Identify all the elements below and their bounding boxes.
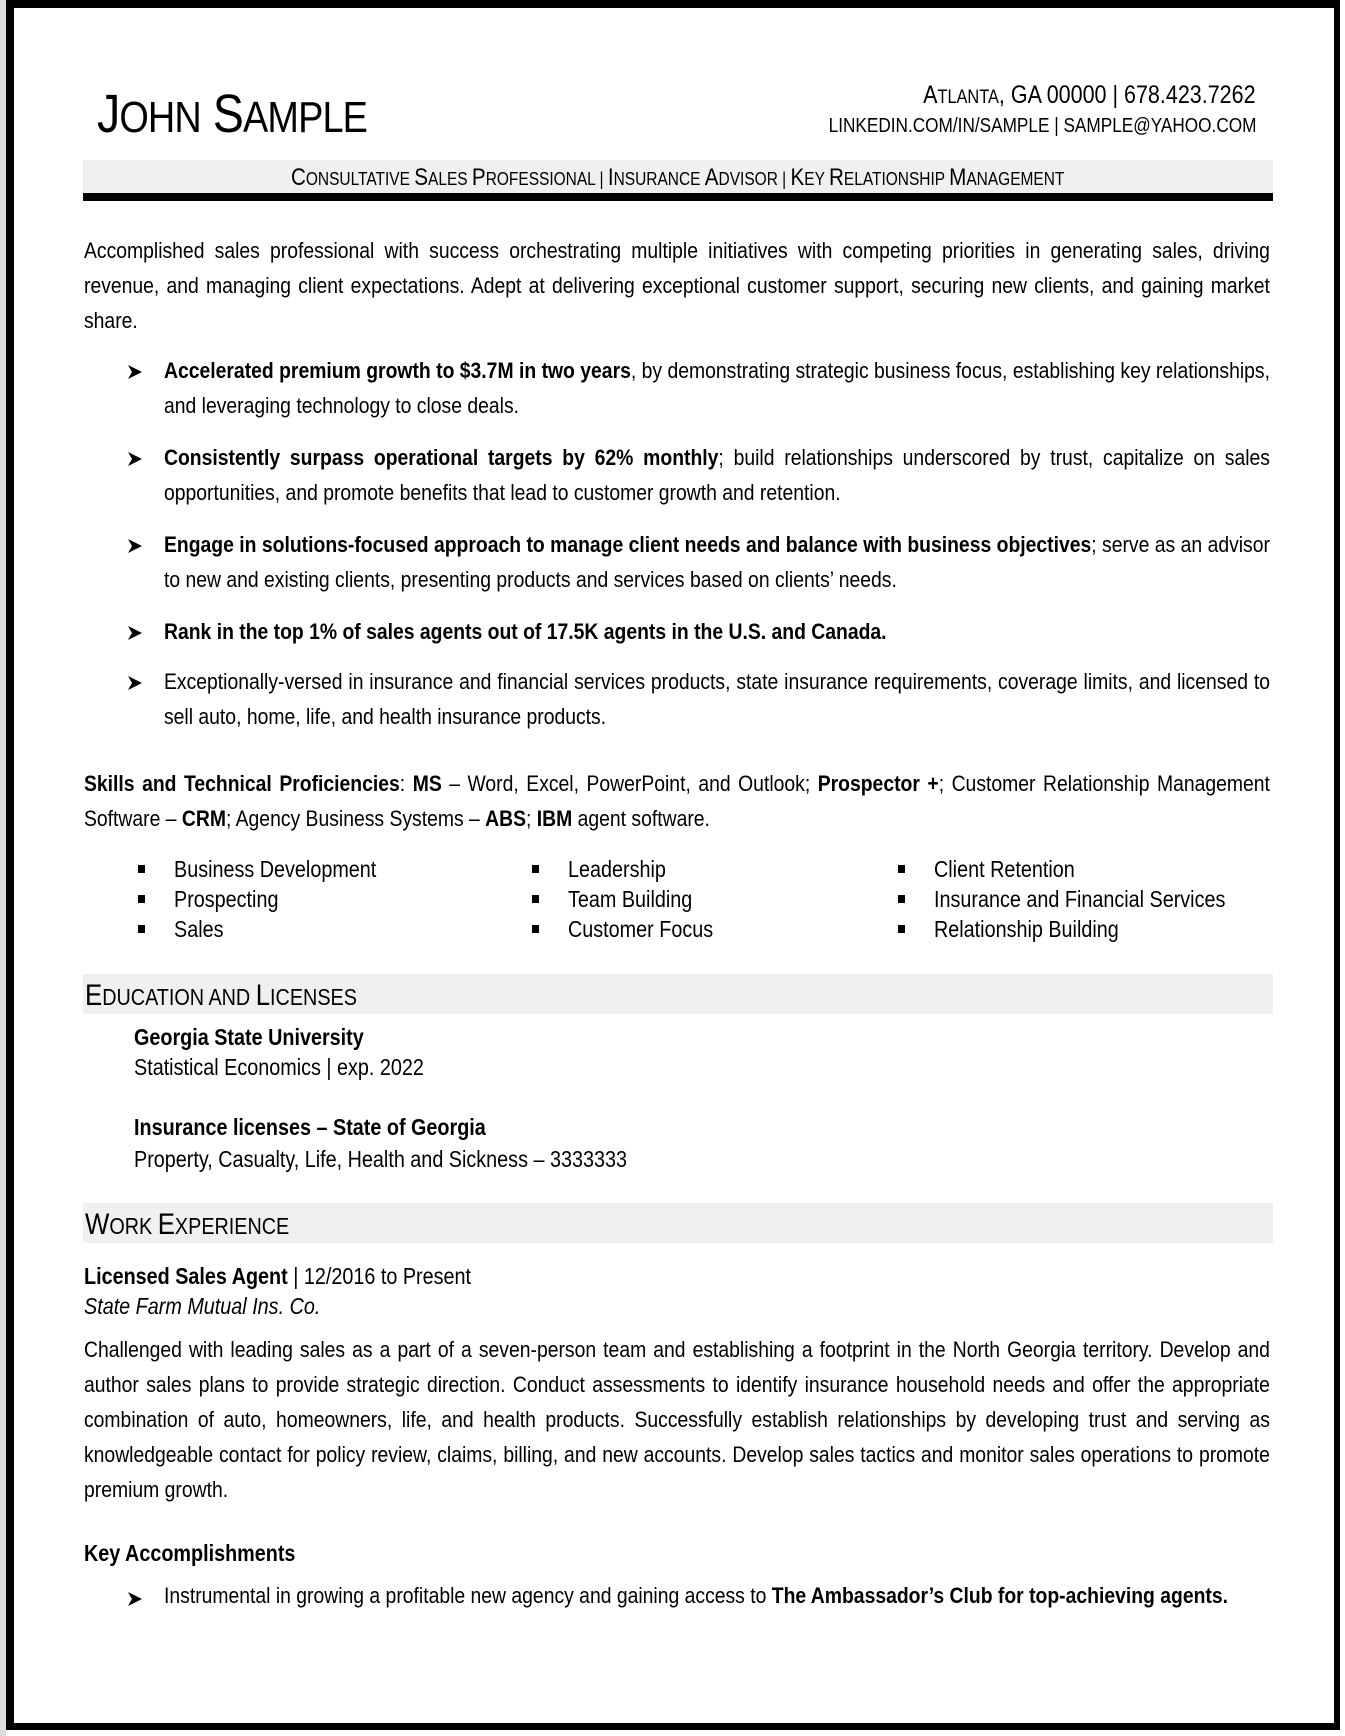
square-bullet-icon: [898, 925, 905, 933]
accomplishment-item: [164, 1580, 1345, 1611]
heading-rest: XPERIENCE: [174, 1213, 290, 1239]
name-initial: J: [97, 84, 120, 144]
skill-label: Client Retention: [934, 856, 1075, 882]
skill-crm: CRM: [181, 806, 226, 831]
linkedin-link[interactable]: LINKEDIN.COM/IN/SAMPLE: [828, 115, 1049, 137]
license-detail: [134, 1144, 707, 1174]
arrowhead-bullet-icon: [126, 624, 146, 644]
heading-rest: ORK: [109, 1213, 158, 1239]
section-heading-education: [83, 974, 1273, 1014]
skills-paragraph: [84, 766, 1345, 836]
highlight-rest: ; build relationships underscored by trust, capitalize on sales opportunities, and promote benefits that lead to customer growth and retention.: [164, 445, 1270, 505]
headline-rule: [83, 193, 1273, 201]
highlight-bold: Consistently surpass operational targets by 62% monthly: [164, 445, 719, 470]
text: – Word, Excel, PowerPoint, and Outlook;: [441, 771, 818, 796]
headline-text: [291, 160, 1064, 193]
headline-rest: ALES: [428, 169, 473, 189]
square-bullet-icon: [898, 895, 905, 903]
headline-cap: M: [949, 164, 967, 191]
skill-label: Prospecting: [174, 886, 279, 912]
headline-rest: ROFESSIONAL |: [486, 169, 609, 189]
headline-cap: C: [291, 164, 307, 191]
name-rest: OHN: [119, 93, 201, 142]
highlight-rest: ; serve as an advisor to new and existing clients, presenting products and services based on clients’ needs.: [164, 532, 1270, 592]
highlight-rest: , by demonstrating strategic business focus, establishing key relationships, and leveraging technology to close deals.: [164, 358, 1270, 418]
highlight-item: [164, 353, 1345, 423]
surname-rest: AMPLE: [243, 93, 368, 142]
separator: |: [1048, 115, 1063, 137]
square-bullet-icon: [532, 865, 539, 873]
headline-cap: R: [829, 164, 845, 191]
headline-rest: EY: [804, 169, 830, 189]
headline-rest: NSURANCE: [613, 169, 706, 189]
company-name: [84, 1291, 359, 1321]
skill-abs: ABS: [485, 806, 527, 831]
highlight-item: [164, 664, 1345, 734]
company-text: State Farm Mutual Ins. Co.: [84, 1293, 321, 1319]
highlight-item: [164, 440, 1345, 510]
headline-rest: ELATIONSHIP: [844, 169, 950, 189]
candidate-name: [97, 84, 411, 148]
headline-rest: ANAGEMENT: [966, 169, 1065, 189]
skill-label: Team Building: [568, 886, 693, 912]
square-bullet-icon: [138, 925, 145, 933]
job-title: Licensed Sales Agent: [84, 1263, 288, 1289]
skill-ibm: IBM: [536, 806, 573, 831]
skill-ms: MS: [412, 771, 442, 796]
text: :: [399, 771, 413, 796]
square-bullet-icon: [532, 895, 539, 903]
key-accomplishments-heading: [84, 1538, 330, 1568]
surname-initial: S: [212, 84, 244, 144]
heading-cap: E: [85, 979, 103, 1012]
city-initial: A: [923, 81, 938, 109]
highlight-bold: Engage in solutions-focused approach to manage client needs and balance with business objectives: [164, 532, 1092, 557]
degree-text: Statistical Economics | exp. 2022: [134, 1054, 424, 1080]
job-description: [84, 1332, 1345, 1507]
job-dates: | 12/2016 to Present: [287, 1263, 472, 1289]
license-detail-text: Property, Casualty, Life, Health and Sickness – 3333333: [134, 1146, 627, 1172]
square-bullet-icon: [898, 865, 905, 873]
summary-paragraph: [84, 233, 1345, 338]
text: ; Agency Business Systems –: [225, 806, 486, 831]
heading-cap: E: [157, 1208, 175, 1241]
heading-cap: L: [255, 979, 271, 1012]
arrowhead-bullet-icon: [126, 450, 146, 470]
square-bullet-icon: [532, 925, 539, 933]
education-degree: [134, 1052, 471, 1082]
highlight-bold: Accelerated premium growth to $3.7M in two years: [164, 358, 631, 383]
skill-label: Leadership: [568, 856, 666, 882]
highlight-bold: Rank in the top 1% of sales agents out of 17.5K agents in the U.S. and Canada.: [164, 619, 887, 644]
highlight-item: [164, 527, 1345, 597]
square-bullet-icon: [138, 865, 145, 873]
skills-label: Skills and Technical Proficiencies: [84, 771, 400, 796]
arrowhead-bullet-icon: [126, 674, 146, 694]
headline-band: [83, 160, 1273, 193]
accomplishment-bold: The Ambassador’s Club for top-achieving agents.: [771, 1583, 1228, 1608]
skill-label: Relationship Building: [934, 916, 1119, 942]
text: ; Customer Relationship Management Software –: [84, 771, 1270, 831]
skill-label: Insurance and Financial Services: [934, 886, 1226, 912]
heading-rest: ICENSES: [270, 984, 357, 1010]
arrowhead-bullet-icon: [126, 1590, 146, 1610]
city-rest: TLANTA: [937, 87, 1000, 108]
highlight-rest: Exceptionally-versed in insurance and financial services products, state insurance requirements, coverage limits, and licensed to sell auto, home, life, and health insurance products.: [164, 669, 1270, 729]
location-phone: , GA 00000 | 678.423.7262: [999, 81, 1256, 109]
contact-links: [759, 114, 1256, 138]
highlight-item: [164, 614, 1345, 649]
arrowhead-bullet-icon: [126, 363, 146, 383]
education-school: [134, 1022, 401, 1052]
job-description-text: Challenged with leading sales as a part of a seven-person team and establishing a footprint in the North Georgia territory. Develop and author sales plans to provide strategic direction. Conduct assessments to identify insurance household needs and offer the appropriate combination of auto, homeowners, life, and health products. Successfully establish relationships by developing trust and serving as knowledgeable contact for policy review, claims, billing, and new accounts. Develop sales tactics and monitor sales operations to promote premium growth.: [84, 1337, 1270, 1502]
contact-location-phone: [869, 80, 1256, 113]
heading-rest: DUCATION AND: [102, 984, 256, 1010]
license-title: [134, 1112, 543, 1142]
headline-rest: ONSULTATIVE: [306, 169, 415, 189]
headline-rest: DVISOR |: [718, 169, 791, 189]
headline-cap: P: [472, 164, 487, 191]
headline-cap: S: [414, 164, 429, 191]
email-link[interactable]: SAMPLE@YAHOO.COM: [1062, 115, 1256, 137]
job-title-line: [84, 1261, 534, 1291]
headline-cap: I: [608, 164, 614, 191]
arrowhead-bullet-icon: [126, 537, 146, 557]
skill-label: Customer Focus: [568, 916, 714, 942]
text: ;: [526, 806, 537, 831]
headline-cap: A: [705, 164, 719, 191]
skill-prospector: Prospector +: [817, 771, 939, 796]
skill-label: Business Development: [174, 856, 377, 882]
accomplishment-text: Instrumental in growing a profitable new agency and gaining access to: [164, 1583, 772, 1608]
heading-cap: W: [85, 1208, 110, 1241]
skill-label: Sales: [174, 916, 224, 942]
headline-cap: K: [790, 164, 805, 191]
square-bullet-icon: [138, 895, 145, 903]
text: agent software.: [572, 806, 710, 831]
section-heading-work-experience: [83, 1203, 1273, 1243]
license-title-text: Insurance licenses – State of Georgia: [134, 1114, 486, 1140]
school-name: Georgia State University: [134, 1024, 364, 1050]
summary-text: Accomplished sales professional with success orchestrating multiple initiatives with competing priorities in generating sales, driving revenue, and managing client expectations. Adept at delivering exceptional customer support, securing new clients, and gaining market share.: [84, 238, 1270, 333]
key-accomplishments-text: Key Accomplishments: [84, 1540, 296, 1566]
